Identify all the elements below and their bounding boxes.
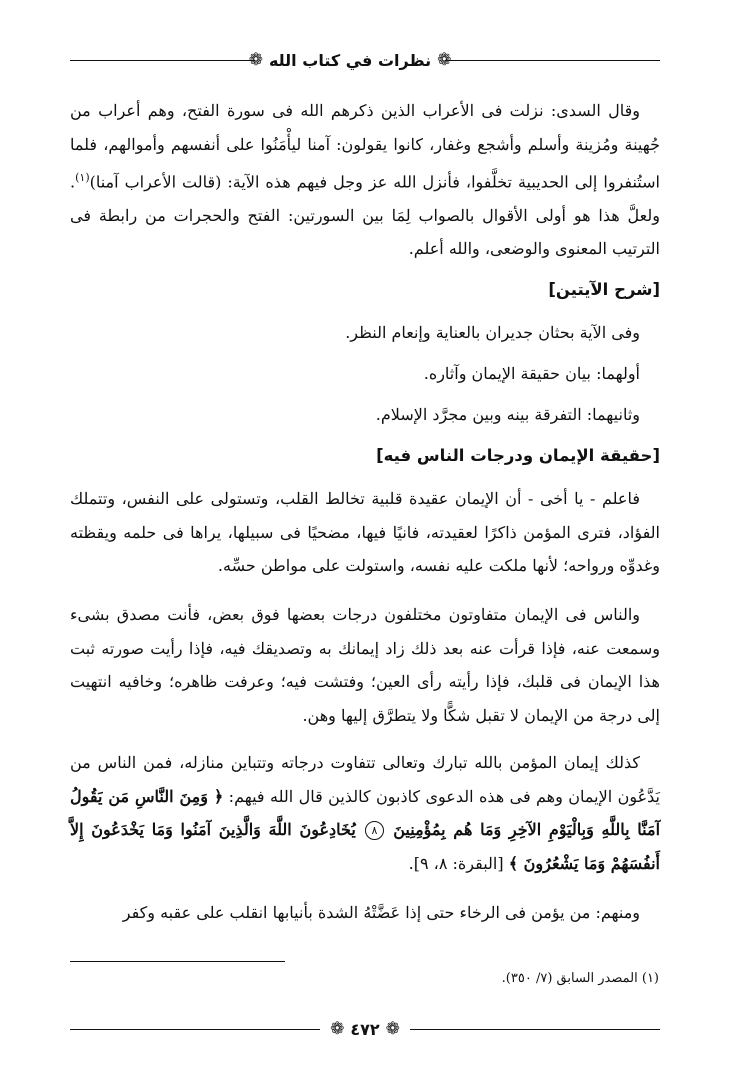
paragraph-body: وفى الآية بحثان جديران بالعناية وإنعام النظر. [345, 323, 640, 342]
header-rule-right [445, 60, 660, 61]
footer-rule-left [70, 1029, 320, 1030]
section-heading: [حقيقة الإيمان ودرجات الناس فيه] [376, 446, 660, 465]
flower-ornament-icon: ❁ [437, 49, 452, 70]
section-heading-faith [70, 446, 660, 465]
paragraph-body: والناس فى الإيمان متفاوتون مختلفون درجات بعضها فوق بعض، فأنت مصدق بشىء وسمعت عنه، فإذا قرأت عنه بعد ذلك زاد إيمانك به وتصديقك فيه، فإذا رأيت صورته ثبت هذا الإيمان فى قلبك، فإذا رأيته رأى العين؛ وفتشت فيه؛ وعرفت ظاهره؛ وخافيه انتهيت إلى درجة من الإيمان لا تقبل شكًّا ولا يتطرَّق إليها وهن. [70, 605, 660, 725]
paragraph-asbab [70, 94, 660, 266]
paragraph-body: أولهما: بيان حقيقة الإيمان وآثاره. [423, 364, 640, 383]
paragraph-faith-definition [70, 482, 660, 583]
header-rule-left [70, 60, 255, 61]
paragraph-text [70, 896, 660, 930]
paragraph-hypocrites [70, 746, 660, 880]
paragraph-text [70, 398, 660, 432]
flower-ornament-icon: ❁ [330, 1018, 345, 1039]
paragraph-text [70, 598, 660, 732]
flower-ornament-icon: ❁ [248, 49, 263, 70]
paragraph-first-topic [70, 357, 660, 391]
page-number: ٤٧٢ [350, 1019, 380, 1039]
paragraph-body: ومنهم: من يؤمن فى الرخاء حتى إذا عَضَّتْهُ الشدة بأنيابها انقلب على عقبه وكفر [122, 903, 640, 922]
paragraph-faith-degrees [70, 598, 660, 732]
verse-number-marker: ٨ [365, 821, 384, 840]
header-title-wrap [248, 46, 452, 74]
running-title: نظرات في كتاب الله [268, 50, 432, 70]
footer-number-wrap [320, 1016, 410, 1042]
footnote: (١) المصدر السابق (٧/ ٣٥٠). [501, 971, 659, 986]
footnote-reference: (١) [75, 171, 90, 184]
section-heading-explanation [70, 280, 660, 299]
paragraph-text [70, 746, 660, 880]
paragraph-body: وثانيهما: التفرقة بينه وبين مجرَّد الإسلام. [375, 405, 640, 424]
paragraph-two-topics [70, 316, 660, 350]
paragraph-fair-weather-believer [70, 896, 660, 930]
paragraph-body: وقال السدى: نزلت فى الأعراب الذين ذكرهم الله فى سورة الفتح، وهم أعراب من جُهينة ومُزينة وأسلم وأشجع وغفار، كانوا يقولون: آمنا ليأْمَنُوا على أنفسهم وأموالهم، فلما استُنفروا إلى الحديبية تخلَّفوا، فأنزل الله عز وجل فيهم هذه الآية: (قالت الأعراب آمنا) [70, 101, 660, 192]
paragraph-text [70, 357, 660, 391]
paragraph-text [70, 94, 660, 266]
quran-verse: يُخَادِعُونَ اللَّهَ وَالَّذِينَ آمَنُوا وَمَا يَخْدَعُونَ إِلاَّ أَنفُسَهُمْ وَمَا يَشْعُرُونَ ﴾ [70, 820, 660, 873]
quran-verse: ﴿ وَمِنَ النَّاسِ مَن يَقُولُ آمَنَّا بِاللَّهِ وَبِالْيَوْمِ الآخِرِ وَمَا هُم بِمُؤْمِنِينَ [70, 786, 661, 839]
footer-rule-right [410, 1029, 660, 1030]
paragraph-body: فاعلم - يا أخى - أن الإيمان عقيدة قلبية تخالط القلب، وتستولى على النفس، وتتملك الفؤاد، فترى المؤمن ذاكرًا لعقيدته، فانيًا فيها، مضحيًا فى سبيلها، يراها فى حلمه ويقظته وغدوِّه ورواحه؛ لأنها ملكت عليه نفسه، واستولت على مواطن حسِّه. [70, 489, 660, 575]
paragraph-text [70, 316, 660, 350]
paragraph-text [70, 482, 660, 583]
running-header [70, 46, 660, 74]
paragraph-body: كذلك إيمان المؤمن بالله تبارك وتعالى تتفاوت درجاته وتتباين منازله، فمن الناس من يَدَّعُون الإيمان وهم فى هذه الدعوى كاذبون كالذين قال الله فيهم: [70, 753, 661, 806]
paragraph-second-topic [70, 398, 660, 432]
verse-citation: [البقرة: ٨، ٩]. [408, 853, 504, 873]
footnote-separator [70, 961, 285, 962]
section-heading: [شرح الآيتين] [548, 280, 660, 299]
flower-ornament-icon: ❁ [385, 1018, 400, 1039]
page-footer [70, 1016, 660, 1042]
paragraph-tail: . ولعلَّ هذا هو أولى الأقوال بالصواب لِمَا بين السورتين: الفتح والحجرات من رابطة فى الترتيب المعنوى والوضعى، والله أعلم. [70, 172, 660, 259]
